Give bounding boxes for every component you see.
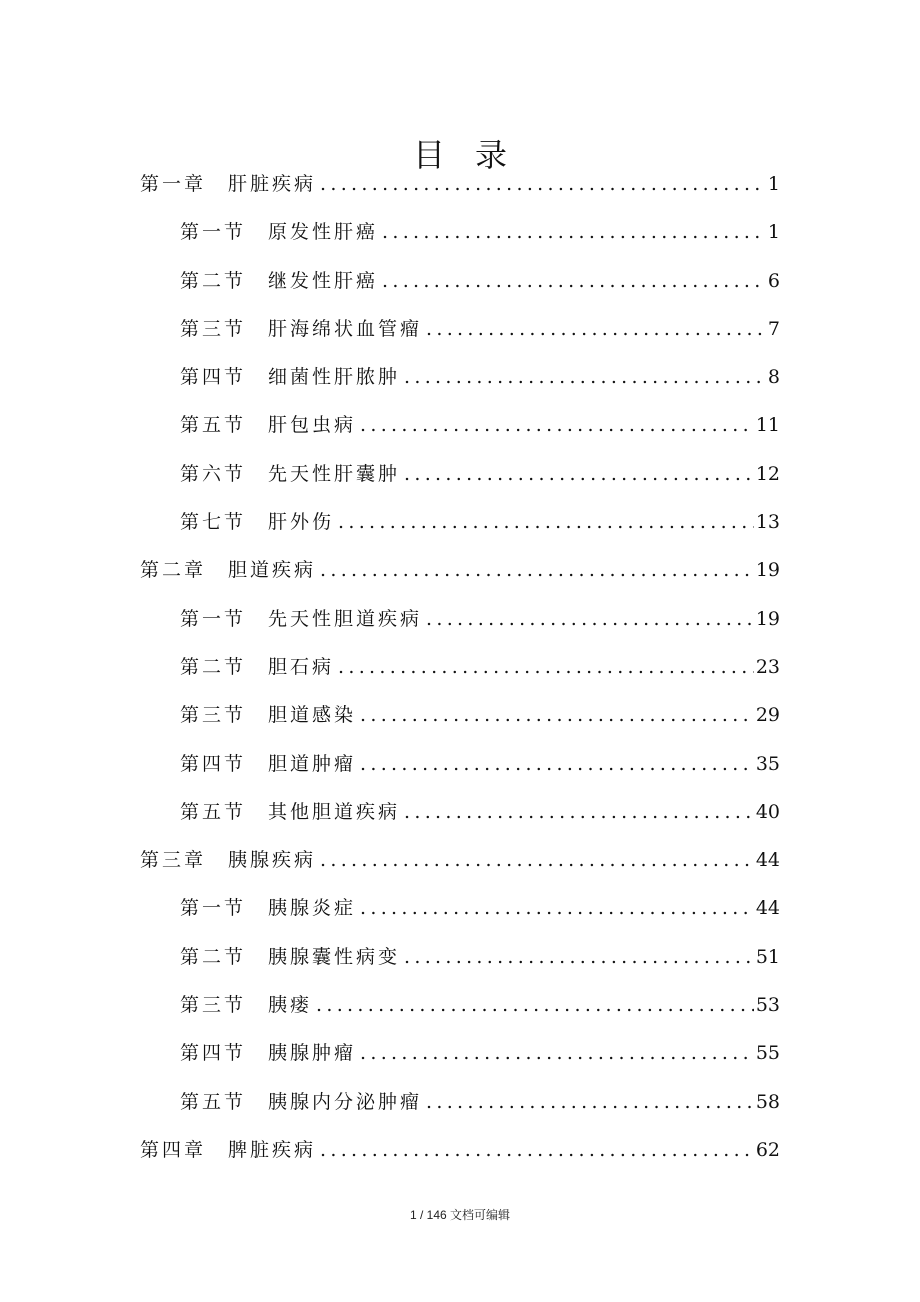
toc-section-entry[interactable] — [140, 595, 780, 643]
toc-entry-title: 肝脏疾病 — [228, 173, 317, 195]
toc-entry-title: 先天性肝囊肿 — [268, 462, 401, 485]
toc-entry-page-number: 6 — [767, 269, 780, 292]
toc-entry-page-number: 8 — [767, 366, 780, 389]
toc-section-entry[interactable] — [140, 643, 780, 691]
toc-entry-number: 第四节 — [180, 1042, 247, 1065]
toc-entry-number: 第七节 — [180, 511, 247, 534]
toc-entry-title: 先天性胆道疾病 — [268, 607, 423, 630]
toc-entry-number: 第二章 — [140, 559, 207, 582]
toc-chapter-entry[interactable] — [140, 546, 780, 594]
dot-leader — [320, 836, 754, 884]
toc-entry-page-number: 51 — [755, 945, 780, 968]
toc-section-entry[interactable] — [140, 498, 780, 546]
toc-entry-page-number: 58 — [755, 1090, 780, 1113]
toc-entry-page-number: 11 — [755, 414, 780, 437]
toc-entry-title: 胆道感染 — [268, 704, 357, 727]
table-of-contents — [140, 160, 780, 1174]
toc-entry-number: 第一节 — [180, 897, 247, 920]
toc-entry-title: 其他胆道疾病 — [268, 800, 401, 823]
toc-entry-number: 第二节 — [180, 269, 247, 292]
dot-leader — [382, 257, 766, 305]
toc-section-entry[interactable] — [140, 691, 780, 739]
toc-entry-title: 胆道疾病 — [228, 559, 317, 582]
dot-leader — [404, 450, 754, 498]
toc-entry-number: 第三节 — [180, 704, 247, 727]
toc-entry-number: 第四节 — [180, 752, 247, 775]
dot-leader — [338, 498, 754, 546]
toc-section-entry[interactable] — [140, 257, 780, 305]
dot-leader — [360, 401, 754, 449]
dot-leader — [360, 884, 754, 932]
toc-section-entry[interactable] — [140, 353, 780, 401]
toc-section-entry[interactable] — [140, 401, 780, 449]
toc-entry-number: 第二节 — [180, 655, 247, 678]
toc-entry-title: 胆石病 — [268, 655, 335, 678]
toc-entry-page-number: 19 — [755, 607, 780, 630]
toc-entry-title: 肝海绵状血管瘤 — [268, 317, 423, 340]
toc-entry-title: 肝外伤 — [268, 511, 335, 534]
toc-entry-page-number: 44 — [755, 897, 780, 920]
toc-chapter-entry[interactable] — [140, 160, 780, 208]
toc-entry-page-number: 40 — [755, 800, 780, 823]
dot-leader — [320, 546, 754, 594]
toc-entry-number: 第六节 — [180, 462, 247, 485]
toc-entry-page-number: 1 — [767, 173, 780, 195]
toc-chapter-entry[interactable] — [140, 1126, 780, 1174]
toc-section-entry[interactable] — [140, 981, 780, 1029]
toc-entry-title: 胰腺内分泌肿瘤 — [268, 1090, 423, 1113]
toc-entry-page-number: 53 — [755, 994, 780, 1017]
dot-leader — [320, 160, 766, 208]
toc-section-entry[interactable] — [140, 305, 780, 353]
toc-entry-title: 脾脏疾病 — [228, 1138, 317, 1161]
dot-leader — [426, 305, 766, 353]
toc-chapter-entry[interactable] — [140, 836, 780, 884]
toc-entry-number: 第一节 — [180, 607, 247, 630]
toc-entry-title: 原发性肝癌 — [268, 221, 379, 244]
toc-entry-title: 胰腺肿瘤 — [268, 1042, 357, 1065]
dot-leader — [404, 933, 754, 981]
toc-entry-title: 胰腺炎症 — [268, 897, 357, 920]
toc-entry-title: 胰腺疾病 — [228, 849, 317, 872]
dot-leader — [404, 353, 766, 401]
toc-section-entry[interactable] — [140, 450, 780, 498]
toc-entry-page-number: 23 — [755, 655, 780, 678]
toc-section-entry[interactable] — [140, 788, 780, 836]
toc-entry-title: 胰腺囊性病变 — [268, 945, 401, 968]
dot-leader — [338, 643, 754, 691]
dot-leader — [316, 981, 754, 1029]
toc-entry-page-number: 19 — [755, 559, 780, 582]
toc-entry-page-number: 35 — [755, 752, 780, 775]
toc-entry-page-number: 1 — [767, 221, 780, 244]
dot-leader — [404, 788, 754, 836]
toc-entry-title: 继发性肝癌 — [268, 269, 379, 292]
dot-leader — [382, 208, 766, 256]
dot-leader — [320, 1126, 754, 1174]
toc-entry-number: 第三节 — [180, 994, 247, 1017]
toc-entry-number: 第四章 — [140, 1138, 207, 1161]
toc-entry-number: 第五节 — [180, 800, 247, 823]
toc-entry-number: 第三节 — [180, 317, 247, 340]
toc-section-entry[interactable] — [140, 1078, 780, 1126]
dot-leader — [360, 691, 754, 739]
toc-entry-number: 第五节 — [180, 414, 247, 437]
dot-leader — [426, 1078, 754, 1126]
toc-section-entry[interactable] — [140, 740, 780, 788]
dot-leader — [360, 740, 754, 788]
toc-entry-number: 第五节 — [180, 1090, 247, 1113]
toc-section-entry[interactable] — [140, 884, 780, 932]
toc-entry-number: 第一节 — [180, 221, 247, 244]
page-title: 目录 — [412, 136, 537, 175]
toc-entry-title: 胰瘘 — [268, 994, 313, 1017]
toc-entry-number: 第二节 — [180, 945, 247, 968]
dot-leader — [360, 1029, 754, 1077]
toc-entry-title: 细菌性肝脓肿 — [268, 366, 401, 389]
toc-entry-page-number: 7 — [767, 317, 780, 340]
toc-entry-page-number: 13 — [755, 511, 780, 534]
toc-section-entry[interactable] — [140, 208, 780, 256]
toc-entry-number: 第三章 — [140, 849, 207, 872]
page-footer: 1 / 146 文档可编辑 — [409, 1208, 511, 1222]
toc-entry-page-number: 44 — [755, 849, 780, 872]
toc-entry-page-number: 12 — [755, 462, 780, 485]
dot-leader — [426, 595, 754, 643]
toc-section-entry[interactable] — [140, 933, 780, 981]
toc-entry-number: 第一章 — [140, 173, 207, 195]
toc-section-entry[interactable] — [140, 1029, 780, 1077]
toc-entry-page-number: 29 — [755, 704, 780, 727]
toc-entry-number: 第四节 — [180, 366, 247, 389]
toc-entry-title: 肝包虫病 — [268, 414, 357, 437]
toc-entry-title: 胆道肿瘤 — [268, 752, 357, 775]
toc-entry-page-number: 62 — [755, 1138, 780, 1161]
toc-entry-page-number: 55 — [755, 1042, 780, 1065]
